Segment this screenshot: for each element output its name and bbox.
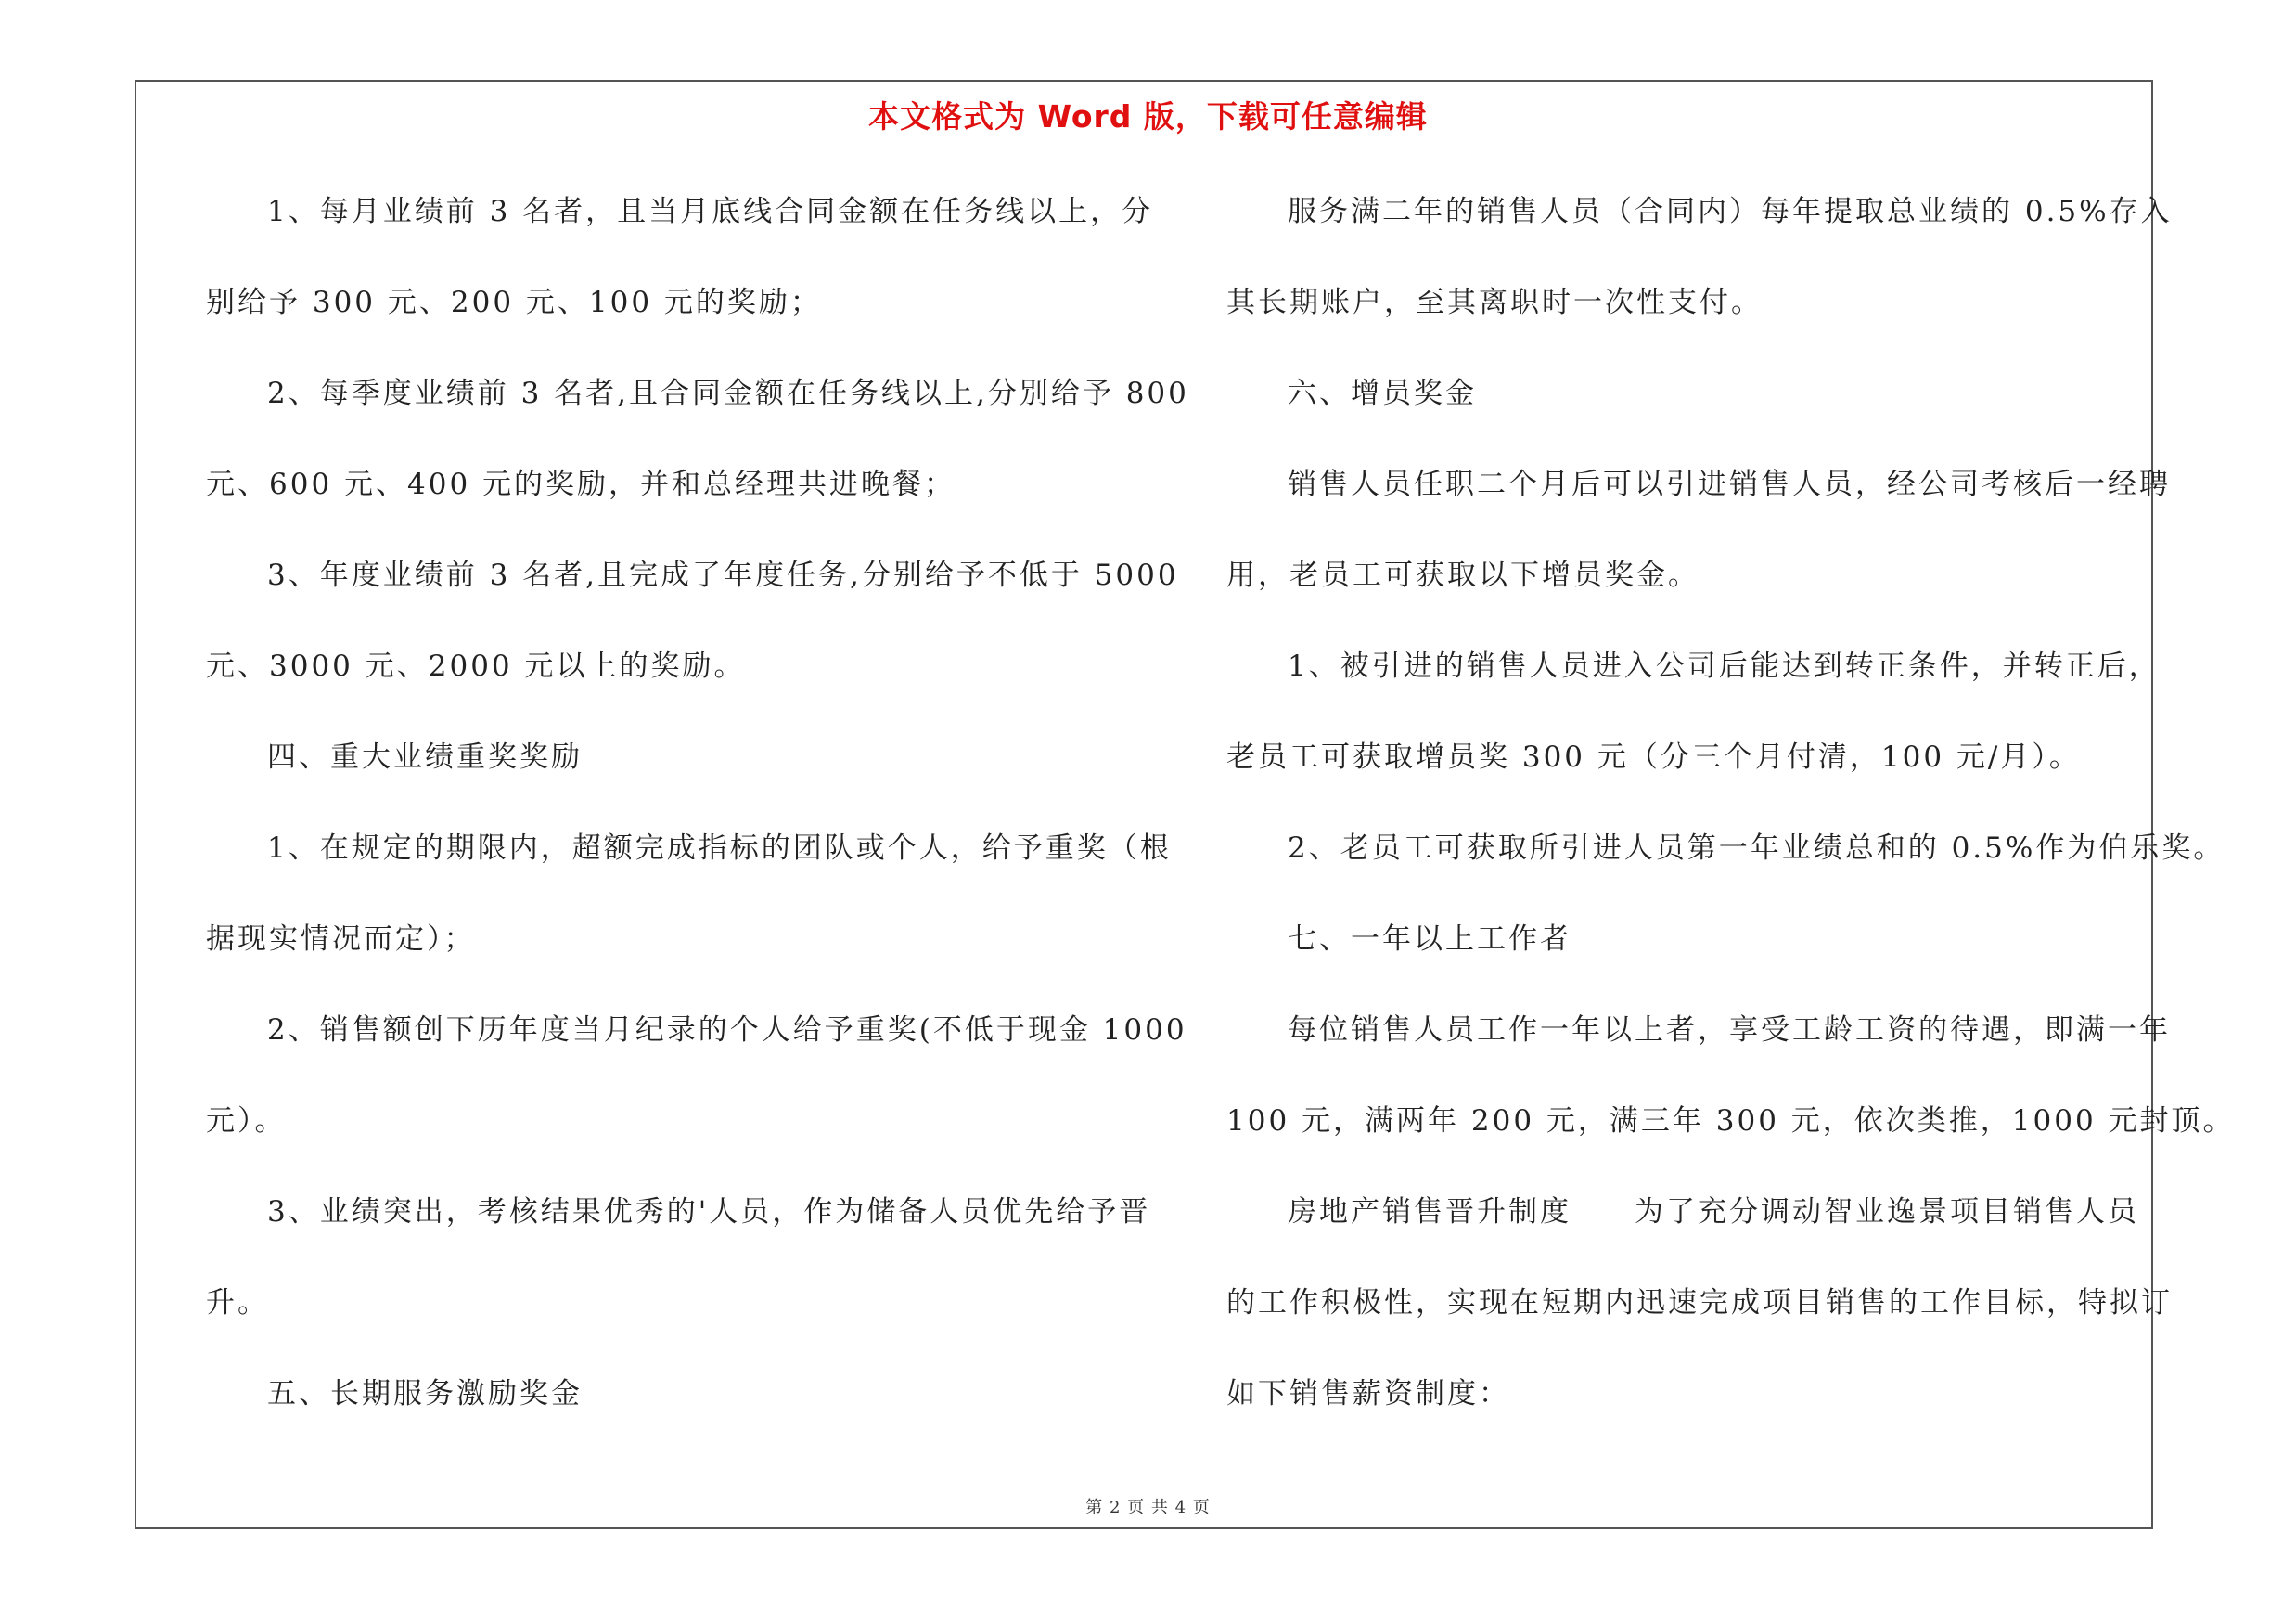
text-line: 销售人员任职二个月后可以引进销售人员，经公司考核后一经聘 bbox=[1288, 468, 2171, 501]
page-number: 第 2 页 共 4 页 bbox=[1085, 1498, 1211, 1517]
text-line: 3、业绩突出，考核结果优秀的'人员，作为储备人员优先给予晋 bbox=[267, 1195, 1151, 1229]
right-column bbox=[1226, 184, 2235, 1457]
text-line: 老员工可获取增员奖 300 元（分三个月付清，100 元/月）。 bbox=[1226, 741, 2081, 774]
text-line: 1、被引进的销售人员进入公司后能达到转正条件，并转正后， bbox=[1288, 650, 2161, 683]
text-line: 2、老员工可获取所引进人员第一年业绩总和的 0.5%作为伯乐奖。 bbox=[1288, 831, 2225, 865]
text-line: 2、销售额创下历年度当月纪录的个人给予重奖(不低于现金 1000 bbox=[267, 1013, 1187, 1047]
text-line: 据现实情况而定）； bbox=[206, 922, 476, 956]
text-line: 用，老员工可获取以下增员奖金。 bbox=[1226, 559, 1700, 592]
text-line: 元、600 元、400 元的奖励，并和总经理共进晚餐； bbox=[206, 468, 956, 501]
text-line: 如下销售薪资制度： bbox=[1226, 1377, 1510, 1410]
text-line: 2、每季度业绩前 3 名者,且合同金额在任务线以上,分别给予 800 bbox=[267, 377, 1189, 410]
text-line: 100 元，满两年 200 元，满三年 300 元，依次类推，1000 元封顶。 bbox=[1226, 1104, 2235, 1138]
text-line: 别给予 300 元、200 元、100 元的奖励； bbox=[206, 286, 822, 319]
section-heading: 六、增员奖金 bbox=[1288, 377, 1477, 410]
text-line: 每位销售人员工作一年以上者，享受工龄工资的待遇，即满一年 bbox=[1288, 1013, 2171, 1047]
left-column bbox=[206, 184, 1189, 1457]
text-line: 房地产销售晋升制度 为了充分调动智业逸景项目销售人员 bbox=[1288, 1195, 2139, 1229]
text-line: 元）。 bbox=[206, 1104, 287, 1138]
section-heading: 四、重大业绩重奖奖励 bbox=[267, 741, 583, 774]
text-line: 的工作积极性，实现在短期内迅速完成项目销售的工作目标，特拟订 bbox=[1226, 1286, 2173, 1320]
text-line: 服务满二年的销售人员（合同内）每年提取总业绩的 0.5%存入 bbox=[1288, 195, 2173, 228]
text-line: 3、年度业绩前 3 名者,且完成了年度任务,分别给予不低于 5000 bbox=[267, 559, 1179, 592]
text-line: 其长期账户，至其离职时一次性支付。 bbox=[1226, 286, 1763, 319]
text-line: 升。 bbox=[206, 1286, 269, 1320]
section-heading: 五、长期服务激励奖金 bbox=[267, 1377, 583, 1410]
text-line: 1、在规定的期限内，超额完成指标的团队或个人，给予重奖（根 bbox=[267, 831, 1172, 865]
text-line: 1、每月业绩前 3 名者，且当月底线合同金额在任务线以上，分 bbox=[267, 195, 1154, 228]
text-line: 元、3000 元、2000 元以上的奖励。 bbox=[206, 650, 746, 683]
format-banner: 本文格式为 Word 版，下载可任意编辑 bbox=[868, 98, 1428, 135]
section-heading: 七、一年以上工作者 bbox=[1288, 922, 1571, 956]
